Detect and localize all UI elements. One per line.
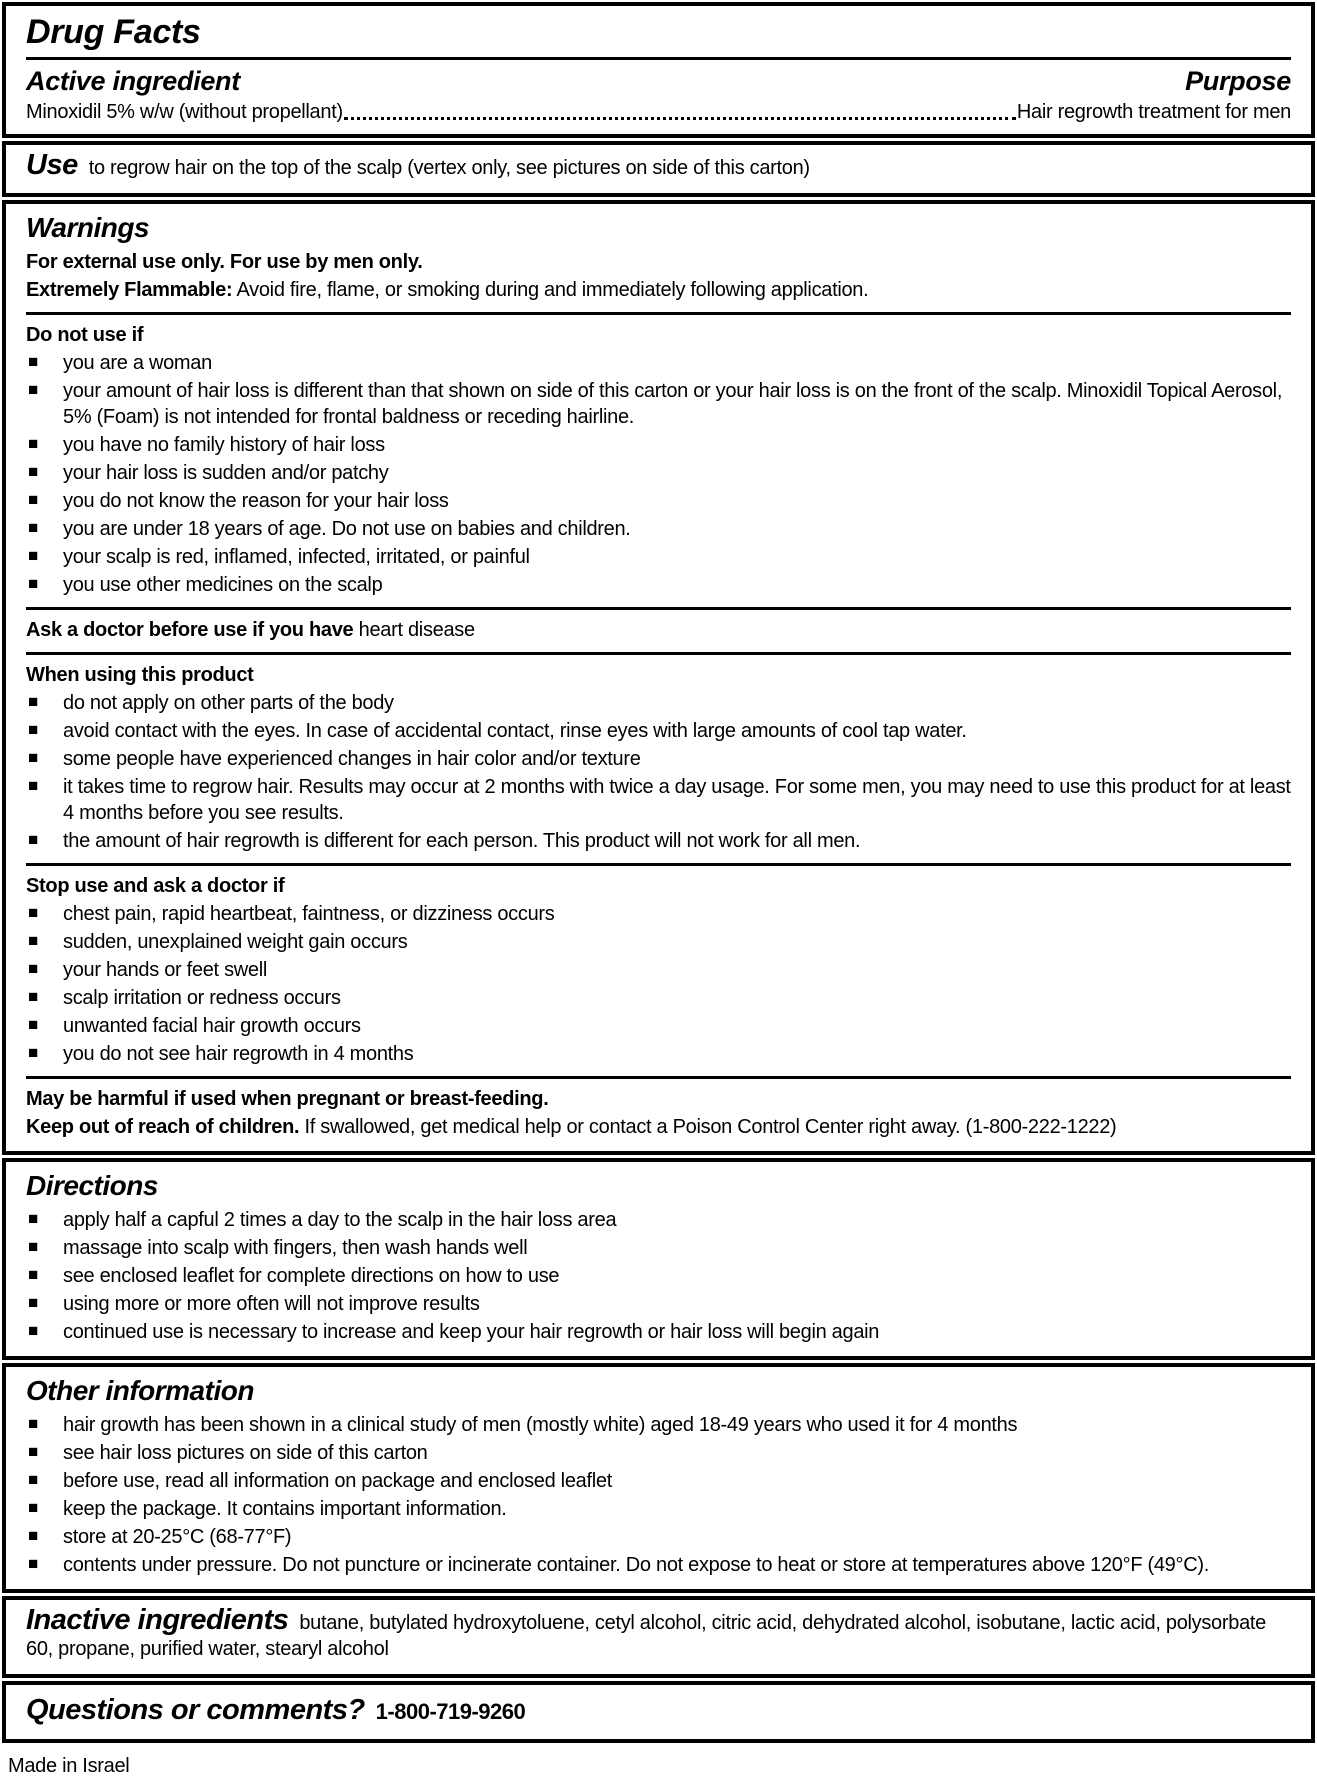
bullet-item [26, 1319, 1291, 1345]
subsection-divider [26, 607, 1291, 610]
flammable-line [26, 277, 1291, 303]
bullet-text: your scalp is red, inflamed, infected, irritated, or painful [63, 545, 530, 568]
bullet-text: you are a woman [63, 351, 212, 374]
dot-leader [344, 117, 1016, 120]
use-heading: Use [26, 148, 78, 181]
bullet-item [26, 516, 1291, 542]
bullet-item [26, 828, 1291, 854]
section-use [2, 141, 1315, 197]
square-bullet-icon: ■ [28, 1264, 39, 1284]
square-bullet-icon: ■ [28, 1413, 39, 1433]
flammable-text: Avoid fire, flame, or smoking during and immediately following application. [236, 278, 869, 301]
square-bullet-icon: ■ [28, 775, 39, 795]
bullet-text: keep the package. It contains important information. [63, 1497, 507, 1520]
bullet-item [26, 350, 1291, 376]
bullet-text: continued use is necessary to increase and keep your hair regrowth or hair loss will begin again [63, 1320, 880, 1343]
other-information-heading: Other information [26, 1374, 254, 1406]
directions-list [26, 1207, 1291, 1345]
section-warnings [2, 200, 1315, 1155]
title-divider [26, 57, 1291, 60]
bullet-item [26, 929, 1291, 955]
keep-out-text: If swallowed, get medical help or contact a Poison Control Center right away. (1-800-222-1222) [304, 1115, 1117, 1138]
bullet-text: you use other medicines on the scalp [63, 573, 383, 596]
bullet-item [26, 1524, 1291, 1550]
use-line [26, 148, 1291, 181]
bullet-item [26, 746, 1291, 772]
bullet-item [26, 901, 1291, 927]
square-bullet-icon: ■ [28, 930, 39, 950]
square-bullet-icon: ■ [28, 379, 39, 399]
bullet-text: contents under pressure. Do not puncture or incinerate container. Do not expose to heat or store at temperatures above 120°F (49°C). [63, 1553, 1209, 1576]
bullet-item [26, 460, 1291, 486]
bullet-item [26, 488, 1291, 514]
do-not-use-heading: Do not use if [26, 323, 144, 346]
bullet-text: sudden, unexplained weight gain occurs [63, 930, 408, 953]
warnings-heading: Warnings [26, 211, 150, 243]
bullet-text: you do not know the reason for your hair loss [63, 489, 449, 512]
square-bullet-icon: ■ [28, 986, 39, 1006]
bullet-text: apply half a capful 2 times a day to the scalp in the hair loss area [63, 1208, 617, 1231]
square-bullet-icon: ■ [28, 958, 39, 978]
square-bullet-icon: ■ [28, 719, 39, 739]
square-bullet-icon: ■ [28, 1208, 39, 1228]
square-bullet-icon: ■ [28, 351, 39, 371]
subsection-divider [26, 863, 1291, 866]
square-bullet-icon: ■ [28, 1441, 39, 1461]
made-in-text: Made in Israel [8, 1754, 130, 1777]
keep-out-bold: Keep out of reach of children. [26, 1115, 300, 1138]
section-other-information [2, 1363, 1315, 1593]
square-bullet-icon: ■ [28, 489, 39, 509]
active-ingredient-header-row [26, 65, 1291, 97]
bullet-item [26, 1496, 1291, 1522]
section-directions [2, 1158, 1315, 1360]
bullet-text: before use, read all information on package and enclosed leaflet [63, 1469, 612, 1492]
bullet-text: the amount of hair regrowth is different for each person. This product will not work for all men. [63, 829, 861, 852]
questions-heading: Questions or comments? [26, 1693, 365, 1726]
purpose-value: Hair regrowth treatment for men [1016, 100, 1291, 123]
bullet-text: you are under 18 years of age. Do not use on babies and children. [63, 517, 631, 540]
bullet-item [26, 774, 1291, 826]
active-ingredient-row [26, 99, 1291, 125]
ask-doctor-line [26, 617, 1291, 643]
bullet-text: your amount of hair loss is different than that shown on side of this carton or your hair loss is on the front of the scalp. Minoxidil Topical Aerosol, 5% (Foam) is not intended for frontal baldness or receding hairline. [63, 379, 1283, 428]
bullet-item [26, 1207, 1291, 1233]
inactive-ingredients-heading: Inactive ingredients [26, 1603, 289, 1636]
bullet-text: you have no family history of hair loss [63, 433, 385, 456]
bullet-text: your hair loss is sudden and/or patchy [63, 461, 389, 484]
stop-use-heading: Stop use and ask a doctor if [26, 874, 285, 897]
square-bullet-icon: ■ [28, 747, 39, 767]
square-bullet-icon: ■ [28, 1014, 39, 1034]
square-bullet-icon: ■ [28, 545, 39, 565]
pregnancy-warning: May be harmful if used when pregnant or breast-feeding. [26, 1087, 549, 1110]
section-active-ingredient [2, 2, 1315, 138]
when-using-heading: When using this product [26, 663, 254, 686]
inactive-ingredients-text: butane, butylated hydroxytoluene, cetyl alcohol, citric acid, dehydrated alcohol, isobutane, lactic acid, polysorbate 60, propane, purified water, stearyl alcohol [26, 1611, 1266, 1660]
bullet-item [26, 1013, 1291, 1039]
bullet-item [26, 1552, 1291, 1578]
bullet-item [26, 1235, 1291, 1261]
ask-doctor-bold: Ask a doctor before use if you have [26, 618, 354, 641]
bullet-text: you do not see hair regrowth in 4 months [63, 1042, 414, 1065]
section-questions [2, 1681, 1315, 1743]
bullet-item [26, 378, 1291, 430]
directions-heading: Directions [26, 1169, 158, 1201]
bullet-text: hair growth has been shown in a clinical study of men (mostly white) aged 18-49 years who used it for 4 months [63, 1413, 1018, 1436]
square-bullet-icon: ■ [28, 1469, 39, 1489]
flammable-bold: Extremely Flammable: [26, 278, 233, 301]
bullet-item [26, 1041, 1291, 1067]
bullet-item [26, 1263, 1291, 1289]
keep-out-line [26, 1114, 1291, 1140]
subsection-divider [26, 652, 1291, 655]
bullet-text: do not apply on other parts of the body [63, 691, 394, 714]
drug-facts-title: Drug Facts [26, 13, 201, 51]
bullet-text: unwanted facial hair growth occurs [63, 1014, 361, 1037]
bullet-item [26, 1291, 1291, 1317]
drug-facts-label [2, 2, 1315, 1743]
square-bullet-icon: ■ [28, 1553, 39, 1573]
square-bullet-icon: ■ [28, 433, 39, 453]
bullet-text: your hands or feet swell [63, 958, 268, 981]
bullet-item [26, 1440, 1291, 1466]
other-information-list [26, 1412, 1291, 1578]
bullet-text: it takes time to regrow hair. Results may occur at 2 months with twice a day usage. For some men, you may need to use this product for at least 4 months before you see results. [63, 775, 1291, 824]
bullet-item [26, 544, 1291, 570]
section-inactive-ingredients [2, 1596, 1315, 1678]
square-bullet-icon: ■ [28, 1236, 39, 1256]
square-bullet-icon: ■ [28, 1497, 39, 1517]
square-bullet-icon: ■ [28, 573, 39, 593]
square-bullet-icon: ■ [28, 1042, 39, 1062]
inactive-ingredients-line [26, 1603, 1291, 1662]
bullet-text: chest pain, rapid heartbeat, faintness, or dizziness occurs [63, 902, 555, 925]
do-not-use-list [26, 350, 1291, 598]
square-bullet-icon: ■ [28, 1292, 39, 1312]
purpose-heading: Purpose [1185, 66, 1291, 97]
bullet-item [26, 432, 1291, 458]
square-bullet-icon: ■ [28, 1525, 39, 1545]
questions-phone: 1-800-719-9260 [375, 1698, 526, 1724]
active-ingredient-name: Minoxidil 5% w/w (without propellant) [26, 100, 343, 123]
ask-doctor-text: heart disease [358, 618, 475, 641]
bullet-item [26, 957, 1291, 983]
bullet-text: using more or more often will not improve results [63, 1292, 480, 1315]
bullet-item [26, 718, 1291, 744]
external-use-text: For external use only. For use by men only. [26, 250, 423, 273]
use-text: to regrow hair on the top of the scalp (vertex only, see pictures on side of this carton) [88, 156, 810, 179]
bullet-text: see hair loss pictures on side of this carton [63, 1441, 428, 1464]
square-bullet-icon: ■ [28, 902, 39, 922]
square-bullet-icon: ■ [28, 691, 39, 711]
stop-use-list [26, 901, 1291, 1067]
bullet-item [26, 1468, 1291, 1494]
bullet-item [26, 572, 1291, 598]
bullet-text: some people have experienced changes in hair color and/or texture [63, 747, 641, 770]
square-bullet-icon: ■ [28, 829, 39, 849]
bullet-text: store at 20-25°C (68-77°F) [63, 1525, 292, 1548]
bullet-item [26, 690, 1291, 716]
bullet-text: see enclosed leaflet for complete directions on how to use [63, 1264, 560, 1287]
bullet-text: massage into scalp with fingers, then wash hands well [63, 1236, 528, 1259]
square-bullet-icon: ■ [28, 517, 39, 537]
bullet-item [26, 985, 1291, 1011]
square-bullet-icon: ■ [28, 1320, 39, 1340]
subsection-divider [26, 312, 1291, 315]
bullet-text: scalp irritation or redness occurs [63, 986, 341, 1009]
bullet-item [26, 1412, 1291, 1438]
when-using-list [26, 690, 1291, 854]
square-bullet-icon: ■ [28, 461, 39, 481]
bullet-text: avoid contact with the eyes. In case of accidental contact, rinse eyes with large amounts of cool tap water. [63, 719, 967, 742]
subsection-divider [26, 1076, 1291, 1079]
active-ingredient-heading: Active ingredient [26, 66, 240, 97]
